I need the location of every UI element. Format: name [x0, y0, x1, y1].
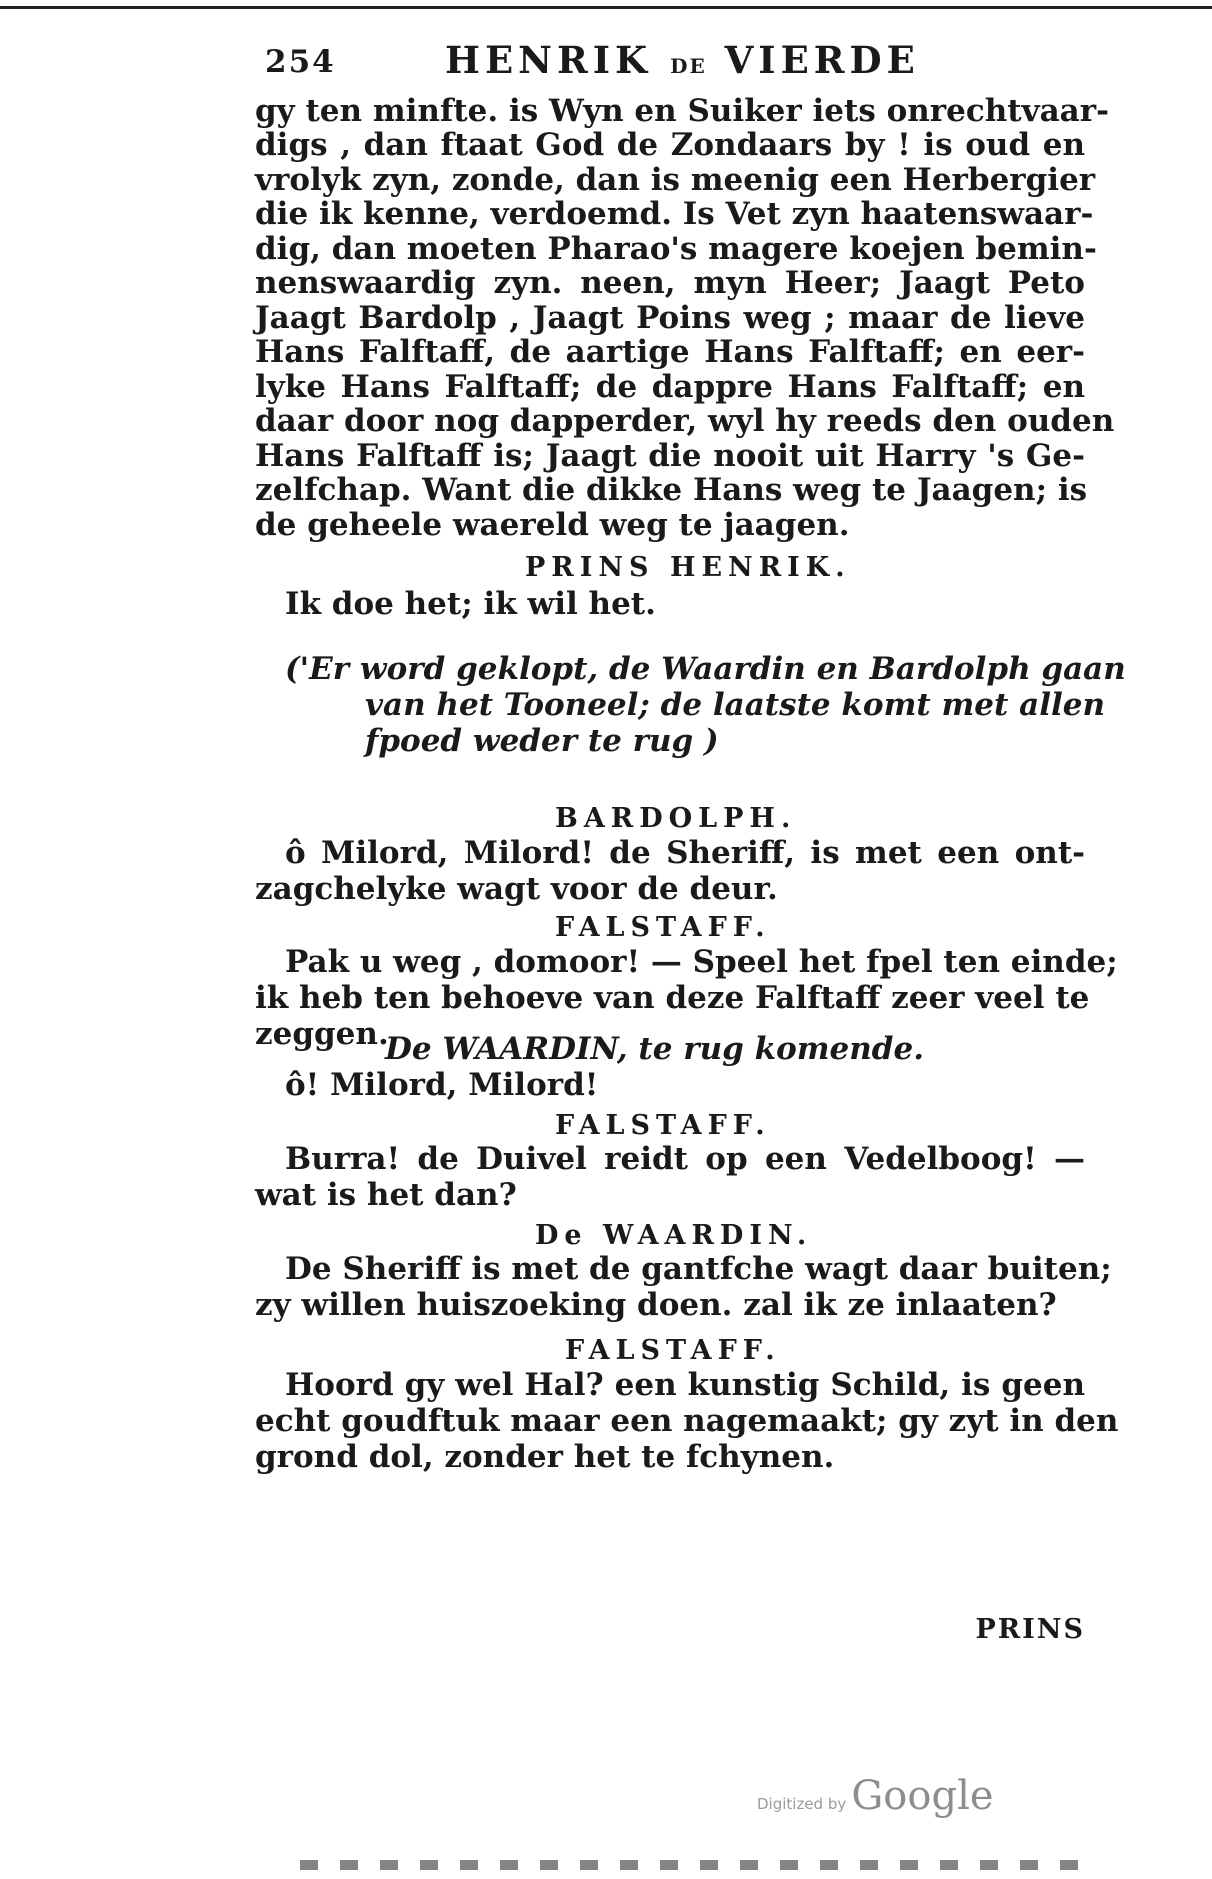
text-line: nenswaardig zyn. neen, myn Heer; Jaagt Peto: [255, 265, 1085, 301]
digitized-by-google-watermark: [757, 1773, 994, 1819]
text-line: zelfchap. Want die dikke Hans weg te Jaagen; is: [255, 472, 1088, 508]
stage-direction-line: fpoed weder te rug ): [365, 723, 719, 759]
book-page: [255, 0, 1126, 1879]
speaker-heading: FALSTAFF.: [555, 912, 771, 943]
text-line: Hans Falftaff, de aartige Hans Falftaff; en eer-: [255, 334, 1085, 370]
page-number: 254: [265, 44, 336, 80]
entrance-direction: De WAARDIN, te rug komende.: [385, 1031, 925, 1067]
text-line: zagchelyke wagt voor de deur.: [255, 871, 778, 907]
title-word-vierde: VIERDE: [724, 38, 920, 82]
text-line: zy willen huiszoeking doen. zal ik ze inlaaten?: [255, 1287, 1057, 1323]
catchword: PRINS: [975, 1614, 1085, 1645]
text-line: dig, dan moeten Pharao's magere koejen bemin-: [255, 231, 1097, 267]
speaker-heading: BARDOLPH.: [555, 803, 797, 834]
speaker-heading: PRINS HENRIK.: [525, 552, 851, 583]
text-line: ik heb ten behoeve van deze Falftaff zeer veel te: [255, 980, 1090, 1016]
text-line: gy ten minfte. is Wyn en Suiker iets onrechtvaar-: [255, 93, 1109, 129]
text-line: Jaagt Bardolp , Jaagt Poins weg ; maar de lieve: [255, 300, 1085, 336]
stage-direction-line: van het Tooneel; de laatste komt met allen: [365, 687, 1106, 723]
running-title: [445, 38, 920, 82]
bottom-edge-specks: [300, 1860, 1100, 1870]
text-line: Pak u weg , domoor! — Speel het fpel ten einde;: [285, 944, 1118, 980]
text-line: Burra! de Duivel reidt op een Vedelboog! —: [285, 1141, 1085, 1177]
text-line: Hans Falftaff is; Jaagt die nooit uit Harry 's Ge-: [255, 438, 1085, 474]
text-line: Ik doe het; ik wil het.: [285, 586, 656, 622]
title-word-henrik: HENRIK: [445, 38, 653, 82]
text-line: ô! Milord, Milord!: [285, 1067, 599, 1103]
text-line: echt goudftuk maar een nagemaakt; gy zyt in den: [255, 1403, 1119, 1439]
text-line: digs , dan ftaat God de Zondaars by ! is oud en: [255, 127, 1085, 163]
title-word-de: DE: [670, 54, 707, 78]
running-header: [265, 32, 1085, 84]
text-line: daar door nog dapperder, wyl hy reeds den ouden: [255, 403, 1115, 439]
speaker-heading: De WAARDIN.: [535, 1220, 813, 1251]
text-line: grond dol, zonder het te fchynen.: [255, 1439, 835, 1475]
text-line: die ik kenne, verdoemd. Is Vet zyn haatenswaar-: [255, 196, 1094, 232]
text-line: lyke Hans Falftaff; de dappre Hans Falftaff; en: [255, 369, 1085, 405]
text-line: ô Milord, Milord! de Sheriff, is met een ont-: [285, 835, 1085, 871]
text-line: Hoord gy wel Hal? een kunstig Schild, is geen: [285, 1367, 1085, 1403]
text-line: zeggen.: [255, 1016, 389, 1052]
text-line: vrolyk zyn, zonde, dan is meenig een Herbergier: [255, 162, 1096, 198]
text-line: de geheele waereld weg te jaagen.: [255, 507, 850, 543]
text-line: wat is het dan?: [255, 1177, 517, 1213]
google-logo: Google: [851, 1773, 994, 1819]
text-line: De Sheriff is met de gantfche wagt daar buiten;: [285, 1251, 1112, 1287]
speaker-heading: FALSTAFF.: [565, 1335, 781, 1366]
watermark-prefix: Digitized by: [757, 1795, 847, 1813]
stage-direction-line: ('Er word geklopt, de Waardin en Bardolph gaan: [285, 651, 1126, 687]
speaker-heading: FALSTAFF.: [555, 1110, 771, 1141]
